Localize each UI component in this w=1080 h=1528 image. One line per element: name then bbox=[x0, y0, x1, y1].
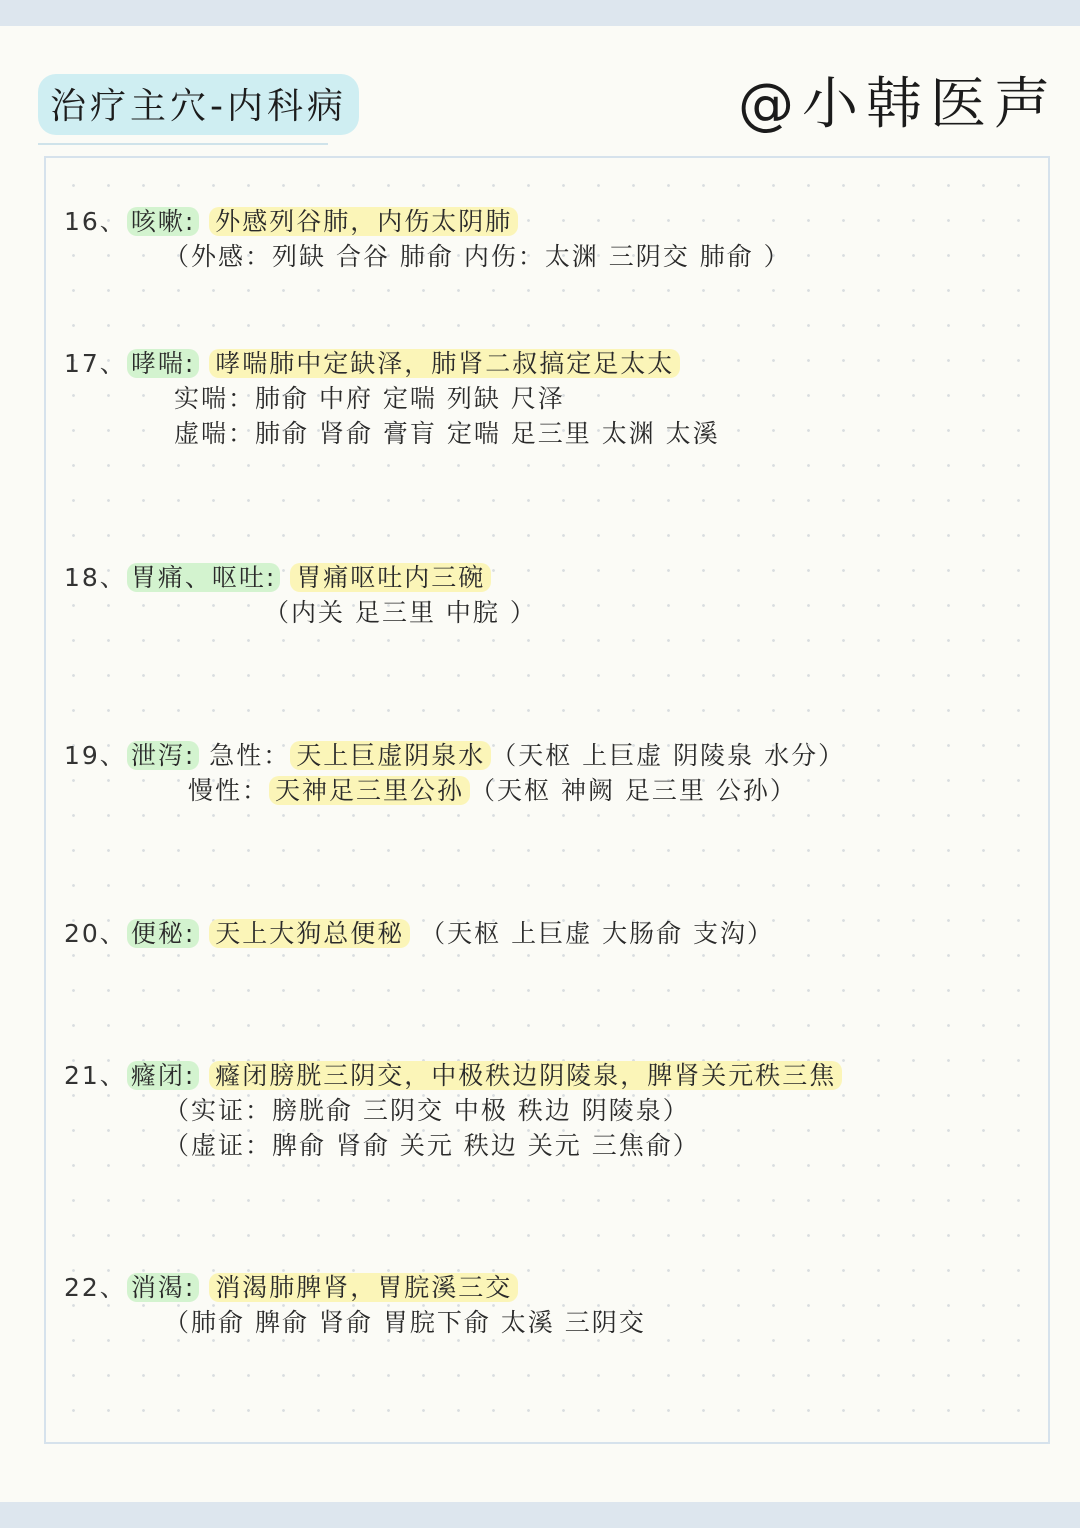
entry-number: 20、 bbox=[64, 919, 127, 948]
page-title: 治疗主穴-内科病 bbox=[38, 74, 359, 135]
entry-19 bbox=[64, 738, 845, 808]
acupoint-list: （天枢 上巨虚 阴陵泉 水分） bbox=[491, 741, 846, 770]
entry-line bbox=[64, 595, 537, 630]
acupoint-list: （天枢 神阙 足三里 公孙） bbox=[470, 776, 797, 805]
entry-20 bbox=[64, 916, 774, 951]
subtype-label: 急性： bbox=[209, 741, 291, 770]
mnemonic-highlight: 天上大狗总便秘 bbox=[209, 919, 410, 948]
mnemonic-highlight: 消渴肺脾肾，胃脘溪三交 bbox=[209, 1273, 518, 1302]
entry-number: 16、 bbox=[64, 207, 127, 236]
entry-line bbox=[64, 239, 791, 274]
entry-18 bbox=[64, 560, 537, 630]
author-watermark: @小韩医声 bbox=[738, 72, 1058, 137]
entry-line bbox=[64, 416, 720, 451]
entry-line bbox=[64, 1270, 646, 1305]
subtype-label: 慢性： bbox=[188, 776, 270, 805]
acupoint-list: （外感：列缺 合谷 肺俞 内伤：太渊 三阴交 肺俞 ） bbox=[164, 242, 791, 271]
entry-category: 咳嗽: bbox=[127, 207, 199, 236]
entry-21 bbox=[64, 1058, 842, 1163]
entry-line bbox=[64, 773, 845, 808]
mnemonic-highlight: 哮喘肺中定缺泽，肺肾二叔搞定足太太 bbox=[209, 349, 680, 378]
acupoint-list: （肺俞 脾俞 肾俞 胃脘下俞 太溪 三阴交 bbox=[164, 1308, 646, 1337]
entry-line bbox=[64, 346, 720, 381]
acupoint-list: 实喘：肺俞 中府 定喘 列缺 尺泽 bbox=[174, 384, 565, 413]
entry-line bbox=[64, 381, 720, 416]
entry-22 bbox=[64, 1270, 646, 1340]
entry-number: 22、 bbox=[64, 1273, 127, 1302]
note-page bbox=[0, 26, 1080, 1502]
entry-line bbox=[64, 1058, 842, 1093]
entry-line bbox=[64, 738, 845, 773]
mnemonic-highlight: 天神足三里公孙 bbox=[269, 776, 470, 805]
acupoint-list: （天枢 上巨虚 大肠俞 支沟） bbox=[420, 919, 775, 948]
entry-17 bbox=[64, 346, 720, 451]
entry-line bbox=[64, 916, 774, 951]
entry-line bbox=[64, 204, 791, 239]
entry-line bbox=[64, 560, 537, 595]
entry-category: 胃痛、呕吐: bbox=[127, 563, 280, 592]
entry-number: 21、 bbox=[64, 1061, 127, 1090]
entry-line bbox=[64, 1128, 842, 1163]
entry-line bbox=[64, 1305, 646, 1340]
dotted-card bbox=[44, 156, 1050, 1444]
mnemonic-highlight: 天上巨虚阴泉水 bbox=[290, 741, 491, 770]
mnemonic-highlight: 癃闭膀胱三阴交，中极秩边阴陵泉，脾肾关元秩三焦 bbox=[209, 1061, 842, 1090]
acupoint-list: （虚证：脾俞 肾俞 关元 秩边 关元 三焦俞） bbox=[164, 1131, 700, 1160]
entry-category: 哮喘: bbox=[127, 349, 199, 378]
mnemonic-highlight: 外感列谷肺，内伤太阴肺 bbox=[209, 207, 518, 236]
entry-16 bbox=[64, 204, 791, 274]
entry-number: 17、 bbox=[64, 349, 127, 378]
title-underline bbox=[38, 143, 328, 145]
entry-category: 泄泻: bbox=[127, 741, 199, 770]
entry-category: 消渴: bbox=[127, 1273, 199, 1302]
entry-category: 便秘: bbox=[127, 919, 199, 948]
mnemonic-highlight: 胃痛呕吐内三碗 bbox=[290, 563, 491, 592]
entry-category: 癃闭: bbox=[127, 1061, 199, 1090]
acupoint-list: （内关 足三里 中脘 ） bbox=[264, 598, 537, 627]
acupoint-list: 虚喘：肺俞 肾俞 膏肓 定喘 足三里 太渊 太溪 bbox=[174, 419, 720, 448]
title-block bbox=[38, 74, 359, 145]
entry-number: 19、 bbox=[64, 741, 127, 770]
acupoint-list: （实证：膀胱俞 三阴交 中极 秩边 阴陵泉） bbox=[164, 1096, 690, 1125]
entry-number: 18、 bbox=[64, 563, 127, 592]
entry-line bbox=[64, 1093, 842, 1128]
